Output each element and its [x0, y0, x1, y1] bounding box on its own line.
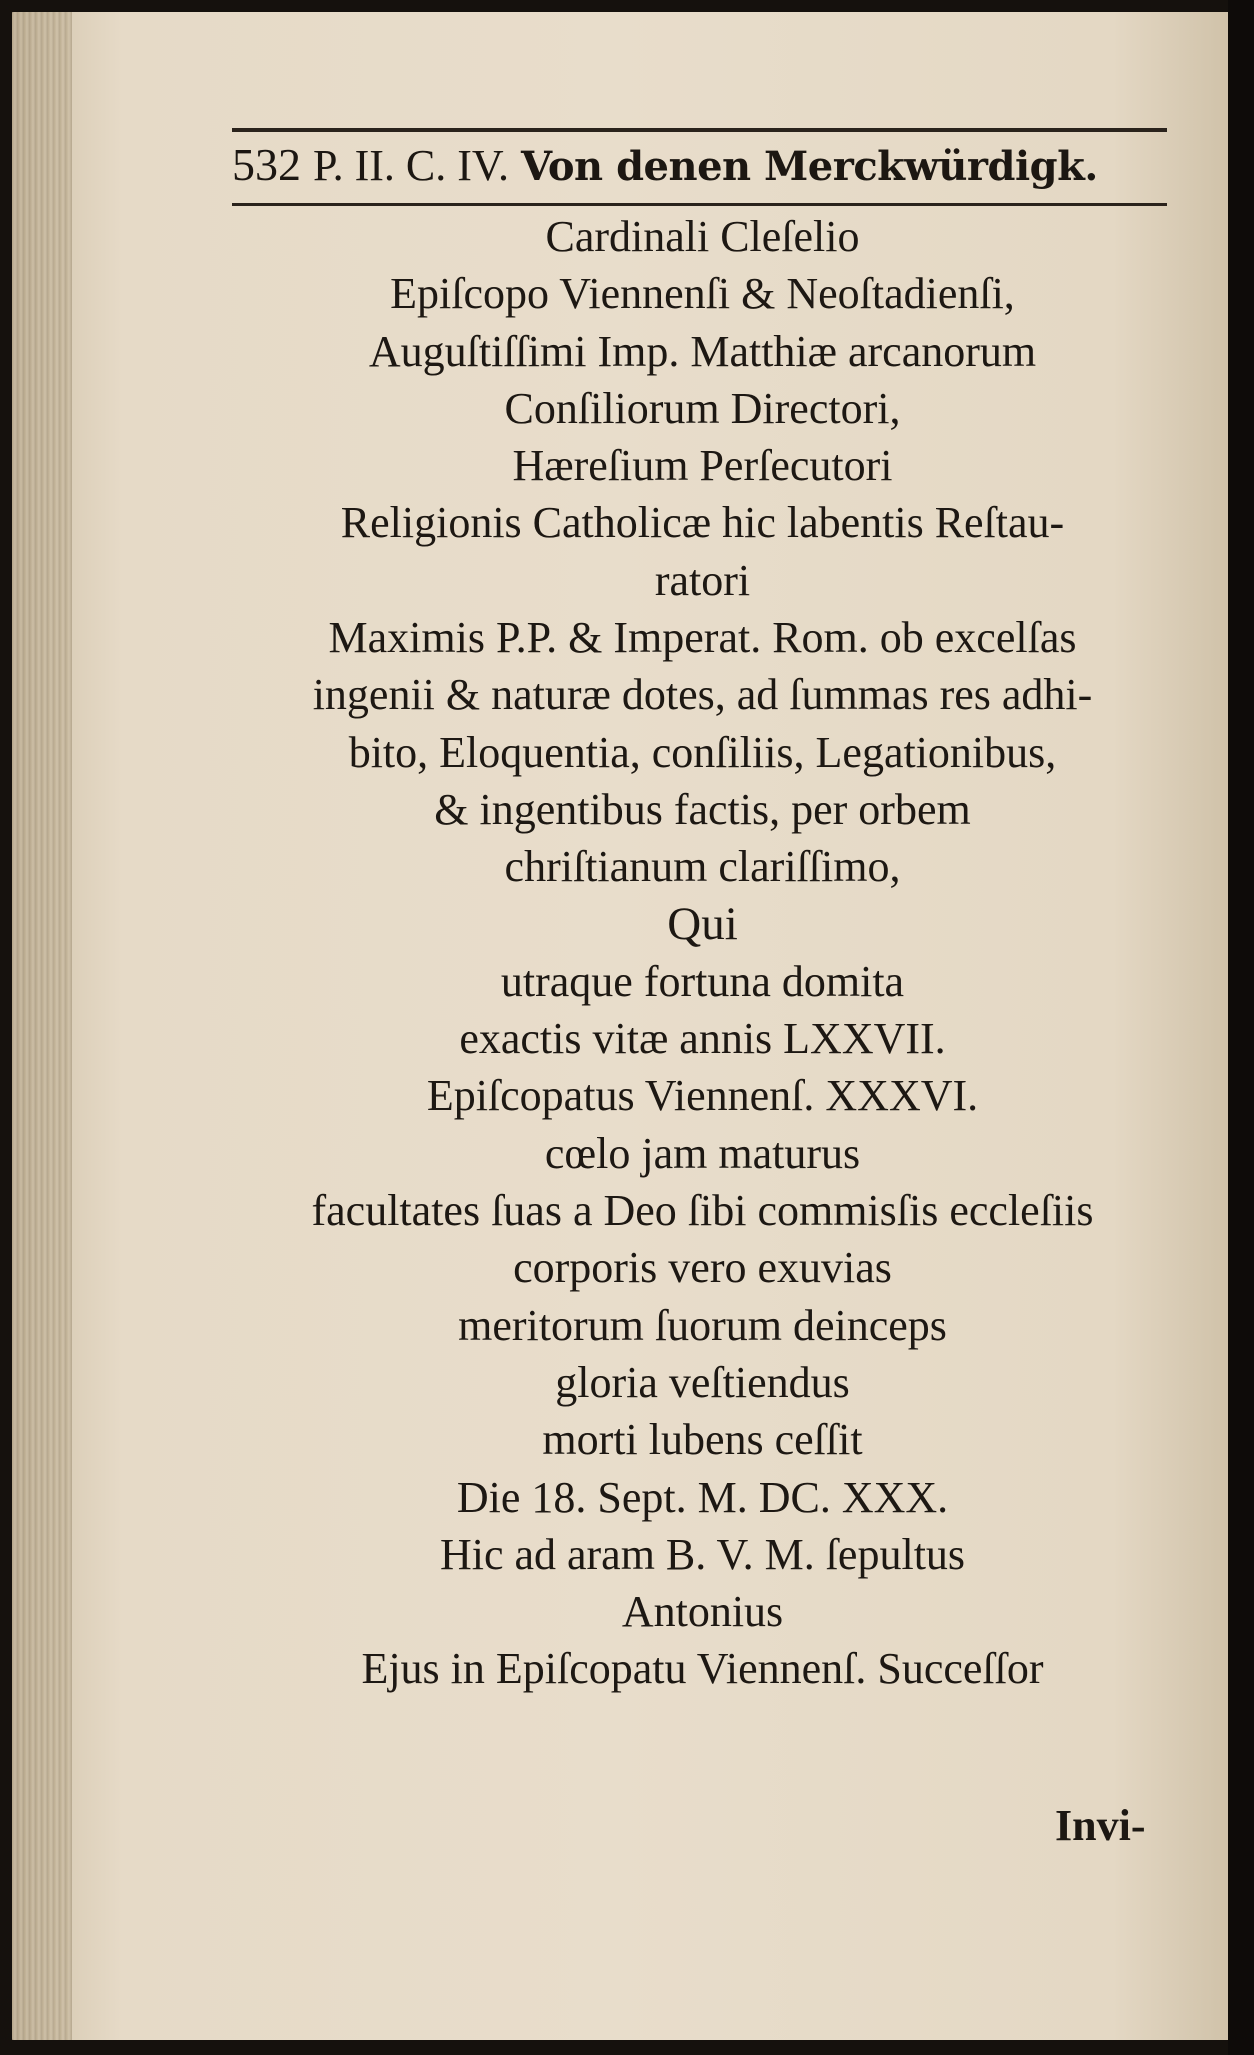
text-line: Die 18. Sept. M. DC. XXX.	[456, 1472, 949, 1522]
text-line: morti lubens ceſſit	[542, 1415, 863, 1465]
text-line: meritorum ſuorum deinceps	[458, 1300, 947, 1350]
text-line: Cardinali Cleſelio	[545, 212, 860, 261]
text-line: ratori	[654, 555, 751, 605]
text-line: gloria veſtiendus	[555, 1357, 850, 1407]
header-rule-top	[232, 128, 1167, 132]
text-line: exactis vitæ annis LXXVII.	[459, 1014, 946, 1064]
text-line: cœlo jam maturus	[544, 1128, 861, 1178]
text-line: Antonius	[621, 1587, 784, 1637]
epitaph-text	[230, 208, 1175, 1698]
text-line: Ejus in Epiſcopatu Viennenſ. Succeſſor	[361, 1644, 1044, 1694]
text-line: Hic ad aram B. V. M. ſepultus	[439, 1529, 966, 1579]
page-gutter	[12, 12, 72, 2040]
text-line: corporis vero exuvias	[513, 1243, 892, 1293]
catchword: Invi-	[1055, 1801, 1146, 1850]
page-number: 532	[232, 139, 301, 190]
text-line: Auguſtiſſimi Imp. Matthiæ arcanorum	[368, 326, 1037, 376]
text-line: Conſiliorum Directori,	[504, 383, 901, 433]
text-line: Religionis Catholicæ hic labentis Reſtau-	[340, 498, 1065, 548]
running-header	[232, 138, 1172, 204]
section-reference: P. II. C. IV.	[313, 141, 510, 190]
text-line: Epiſcopatus Viennenſ. XXXVI.	[426, 1071, 979, 1121]
text-line: bito, Eloquentia, conſiliis, Legationibus,	[348, 727, 1057, 777]
text-line: Hæreſium Perſecutori	[512, 441, 893, 491]
running-title: Von denen Merckwürdigk.	[521, 143, 1098, 190]
scan-edge	[1228, 0, 1254, 2055]
text-line: Epiſcopo Viennenſi & Neoſtadienſi,	[390, 269, 1015, 319]
text-line: Qui	[667, 897, 738, 950]
text-line: ingenii & naturæ dotes, ad ſummas res adhi-	[312, 670, 1093, 720]
text-line: Maximis P.P. & Imperat. Rom. ob excelſas	[328, 613, 1077, 663]
header-rule-bottom	[232, 203, 1167, 206]
text-line: & ingentibus factis, per orbem	[434, 784, 971, 834]
text-line: chriſtianum clariſſimo,	[504, 842, 901, 892]
text-line: utraque fortuna domita	[500, 956, 905, 1006]
text-line: facultates ſuas a Deo ſibi commisſis eccleſiis	[311, 1186, 1094, 1236]
